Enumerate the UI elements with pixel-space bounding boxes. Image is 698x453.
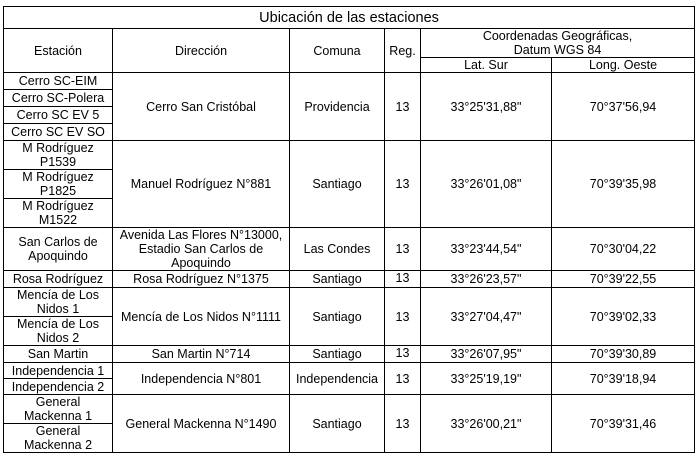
reg-cell: 13 — [385, 395, 421, 453]
comuna-cell: Providencia — [290, 73, 385, 141]
comuna-cell: Santiago — [290, 288, 385, 346]
direccion-cell: Independencia N°801 — [113, 363, 290, 395]
station-cell: General Mackenna 2 — [4, 424, 113, 453]
long-cell: 70°37'56,94 — [552, 73, 695, 141]
table-row — [4, 363, 695, 379]
lat-cell: 33°26'23,57" — [421, 271, 552, 288]
direccion-cell: General Mackenna N°1490 — [113, 395, 290, 453]
long-cell: 70°39'02,33 — [552, 288, 695, 346]
header-coordenadas-line1: Coordenadas Geográficas, — [482, 29, 633, 43]
station-cell: M Rodríguez M1522 — [4, 199, 113, 228]
station-cell: M Rodríguez P1825 — [4, 170, 113, 199]
table-row — [4, 228, 695, 271]
header-comuna: Comuna — [290, 29, 385, 73]
comuna-cell: Santiago — [290, 346, 385, 363]
direccion-cell: Mencía de Los Nidos N°1111 — [113, 288, 290, 346]
direccion-cell: Avenida Las Flores N°13000, Estadio San Carlos de Apoquindo — [113, 228, 290, 271]
comuna-cell: Las Condes — [290, 228, 385, 271]
lat-cell: 33°23'44,54" — [421, 228, 552, 271]
station-cell: Cerro SC-Polera — [4, 90, 113, 107]
header-estacion: Estación — [4, 29, 113, 73]
station-cell: Cerro SC EV 5 — [4, 107, 113, 124]
table-row — [4, 288, 695, 317]
comuna-cell: Santiago — [290, 271, 385, 288]
table-row — [4, 346, 695, 363]
direccion-cell: Cerro San Cristóbal — [113, 73, 290, 141]
long-cell: 70°39'31,46 — [552, 395, 695, 453]
direccion-cell: Rosa Rodríguez N°1375 — [113, 271, 290, 288]
reg-cell: 13 — [385, 288, 421, 346]
long-cell: 70°39'30,89 — [552, 346, 695, 363]
station-cell: Mencía de Los Nidos 1 — [4, 288, 113, 317]
lat-cell: 33°26'07,95" — [421, 346, 552, 363]
long-cell: 70°39'18,94 — [552, 363, 695, 395]
table-row — [4, 395, 695, 424]
table-row — [4, 73, 695, 90]
comuna-cell: Santiago — [290, 141, 385, 228]
header-coordenadas — [421, 29, 695, 58]
reg-cell: 13 — [385, 141, 421, 228]
stations-table — [3, 6, 695, 453]
lat-cell: 33°26'01,08" — [421, 141, 552, 228]
long-cell: 70°30'04,22 — [552, 228, 695, 271]
header-lat: Lat. Sur — [421, 58, 552, 73]
comuna-cell: Santiago — [290, 395, 385, 453]
reg-cell: 13 — [385, 346, 421, 363]
header-direccion: Dirección — [113, 29, 290, 73]
station-cell: San Carlos de Apoquindo — [4, 228, 113, 271]
station-cell: Independencia 1 — [4, 363, 113, 379]
station-cell: Cerro SC EV SO — [4, 124, 113, 141]
lat-cell: 33°27'04,47" — [421, 288, 552, 346]
station-cell: San Martin — [4, 346, 113, 363]
long-cell: 70°39'22,55 — [552, 271, 695, 288]
direccion-cell: San Martin N°714 — [113, 346, 290, 363]
station-cell: Mencía de Los Nidos 2 — [4, 317, 113, 346]
table-row — [4, 141, 695, 170]
station-cell: General Mackenna 1 — [4, 395, 113, 424]
lat-cell: 33°25'31,88" — [421, 73, 552, 141]
header-reg: Reg. — [385, 29, 421, 73]
direccion-cell: Manuel Rodríguez N°881 — [113, 141, 290, 228]
long-cell: 70°39'35,98 — [552, 141, 695, 228]
station-cell: M Rodríguez P1539 — [4, 141, 113, 170]
station-cell: Independencia 2 — [4, 379, 113, 395]
reg-cell: 13 — [385, 271, 421, 288]
stations-table-wrapper — [3, 6, 695, 453]
lat-cell: 33°26'00,21" — [421, 395, 552, 453]
station-cell: Cerro SC-EIM — [4, 73, 113, 90]
lat-cell: 33°25'19,19" — [421, 363, 552, 395]
header-long: Long. Oeste — [552, 58, 695, 73]
table-title: Ubicación de las estaciones — [4, 7, 695, 29]
reg-cell: 13 — [385, 363, 421, 395]
station-cell: Rosa Rodríguez — [4, 271, 113, 288]
header-coordenadas-line2: Datum WGS 84 — [513, 43, 602, 57]
table-row — [4, 271, 695, 288]
reg-cell: 13 — [385, 73, 421, 141]
reg-cell: 13 — [385, 228, 421, 271]
comuna-cell: Independencia — [290, 363, 385, 395]
